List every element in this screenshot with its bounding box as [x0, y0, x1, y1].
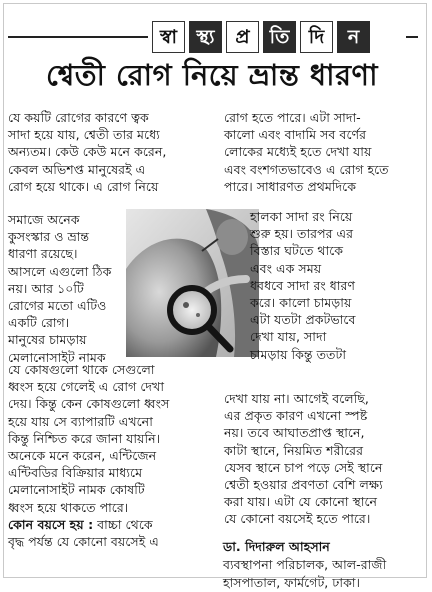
text-line: দেখা যায়, সাদা [250, 329, 327, 345]
text-line: ধারণা রয়েছে। [8, 246, 78, 262]
text-line: মানুষের চামড়ায় [8, 332, 87, 348]
text-line: কিন্তু নিশ্চিত করে জানা যায়নি। [8, 430, 161, 446]
text-line: যে কোষগুলো থাকে সেগুলো [8, 362, 155, 377]
column-right-bottom [224, 390, 383, 528]
text-line: অনেকে মনে করেন, এন্টিজেন [8, 448, 157, 464]
section-box: দি [300, 21, 333, 53]
column-right-wrap [250, 208, 356, 363]
text-line: নয়। আর ১০টি [8, 280, 84, 296]
column-left-wrap [8, 211, 111, 366]
text-line: এবং বংশগতভাবেও এ রোগ হতে [224, 161, 389, 177]
section-title [152, 21, 370, 53]
subheading: কোন বয়সে হয় : [8, 516, 94, 532]
text-line: এটা যতটা প্রকটভাবে [250, 312, 356, 328]
text-line: অন্যতম। কেউ কেউ মনে করেন, [8, 144, 167, 160]
section-box: ন [337, 21, 370, 53]
text-line: কেবল অভিশপ্ত মানুষেরই এ [8, 161, 146, 177]
text-line: কালো এবং বাদামি সব বর্ণের [224, 127, 367, 143]
author-name: ডা. দিদারুল আহসান [223, 539, 330, 554]
text-line: পারে। সাধারণত প্রথমদিকে [224, 178, 357, 194]
article-headline: শ্বেতী রোগ নিয়ে ভ্রান্ত ধারণা [45, 58, 378, 92]
text-line: হয়ে যায় সে ব্যাপারটি এখনো [8, 413, 153, 429]
author-title: ব্যবস্থাপনা পরিচালক, আল-রাজী [223, 557, 387, 572]
text-line: সাদা হয়ে যায়, শ্বেতী তার মধ্যে [8, 127, 160, 143]
text-line: শুরু হয়। তারপর এর [250, 226, 354, 242]
text-line: একটি রোগ। [8, 315, 70, 331]
text-line: বিস্তার ঘটতে থাকে [250, 243, 344, 259]
text-line: আসলে এগুলো ঠিক [8, 263, 112, 279]
text-line: যেসব স্থানে চাপ পড়ে সেই স্থানে [224, 459, 383, 475]
text-line: মেলানোসাইট নামক [8, 349, 106, 365]
text-line: করা যায়। এটা যে কোনো স্থানে [224, 494, 378, 510]
section-box: স্বা [152, 21, 185, 53]
text-line: কাটা স্থানে, নিয়মিত শরীরের [224, 442, 364, 458]
text-line: রোগের মতো এটিও [8, 298, 107, 314]
section-box: তি [263, 21, 296, 53]
text-line: শ্বেতী হওয়ার প্রবণতা বেশি লক্ষ্য [224, 477, 383, 493]
text-line: নয়। তবে আঘাতপ্রাপ্ত স্থানে, [224, 425, 365, 441]
text-line: কুসংস্কার ও ভ্রান্ত [8, 229, 90, 245]
text-line: সমাজে অনেক [8, 212, 80, 227]
text-line: হালকা সাদা রং নিয়ে [250, 209, 353, 224]
section-box: স্থ্য [189, 21, 222, 53]
text-line: রোগ হয়ে থাকে। এ রোগ নিয়ে [8, 178, 159, 194]
text-line: করে। কালো চামড়ায় [250, 295, 352, 311]
column-left-bottom [8, 361, 169, 550]
article-photo [126, 209, 259, 357]
text-line: চামড়ায় কিন্তু ততটা [250, 346, 347, 362]
text-line: রোগ হতে পারে। এটা সাদা- [224, 110, 361, 125]
subheading-line [8, 516, 169, 533]
author-affiliation: হাসপাতাল, ফার্মগেট, ঢাকা। [223, 575, 361, 590]
text-line: বৃদ্ধ পর্যন্ত যে কোনো বয়সেই এ [8, 534, 159, 550]
text-line: যে কোনো বয়সেই হতে পারে। [224, 511, 371, 527]
text-line: যে কয়টি রোগের কারণে ত্বক [8, 110, 149, 125]
column-right-top [224, 109, 389, 195]
text-line: দেয়। কিন্তু কেন কোষগুলো ধ্বংস [8, 396, 170, 412]
text-line: এর প্রকৃত কারণ এখনো স্পষ্ট [224, 408, 368, 424]
section-rule-right [406, 36, 418, 38]
section-box: প্র [226, 21, 259, 53]
section-rule-left [8, 36, 148, 38]
text-line: এন্টিবডির বিক্রিয়ার মাধ্যমে [8, 465, 143, 481]
text-line: দেখা যায় না। আগেই বলেছি, [224, 391, 369, 406]
text-line: এবং এক সময় [250, 260, 322, 276]
text-line: লোকের মধ্যেই হতে দেখা যায় [224, 144, 372, 160]
text-line: ধ্বংস হয়ে গেলেই এ রোগ দেখা [8, 379, 164, 395]
text-line: ধ্বংস হয়ে থাকতে পারে। [8, 499, 129, 515]
author-note [223, 538, 386, 592]
column-left-top [8, 109, 166, 195]
text-line: ধবধবে সাদা রং ধারণ [250, 277, 356, 293]
text-span: বাচ্চা থেকে [93, 516, 153, 532]
text-line: মেলানোসাইট নামক কোষটি [8, 482, 145, 498]
